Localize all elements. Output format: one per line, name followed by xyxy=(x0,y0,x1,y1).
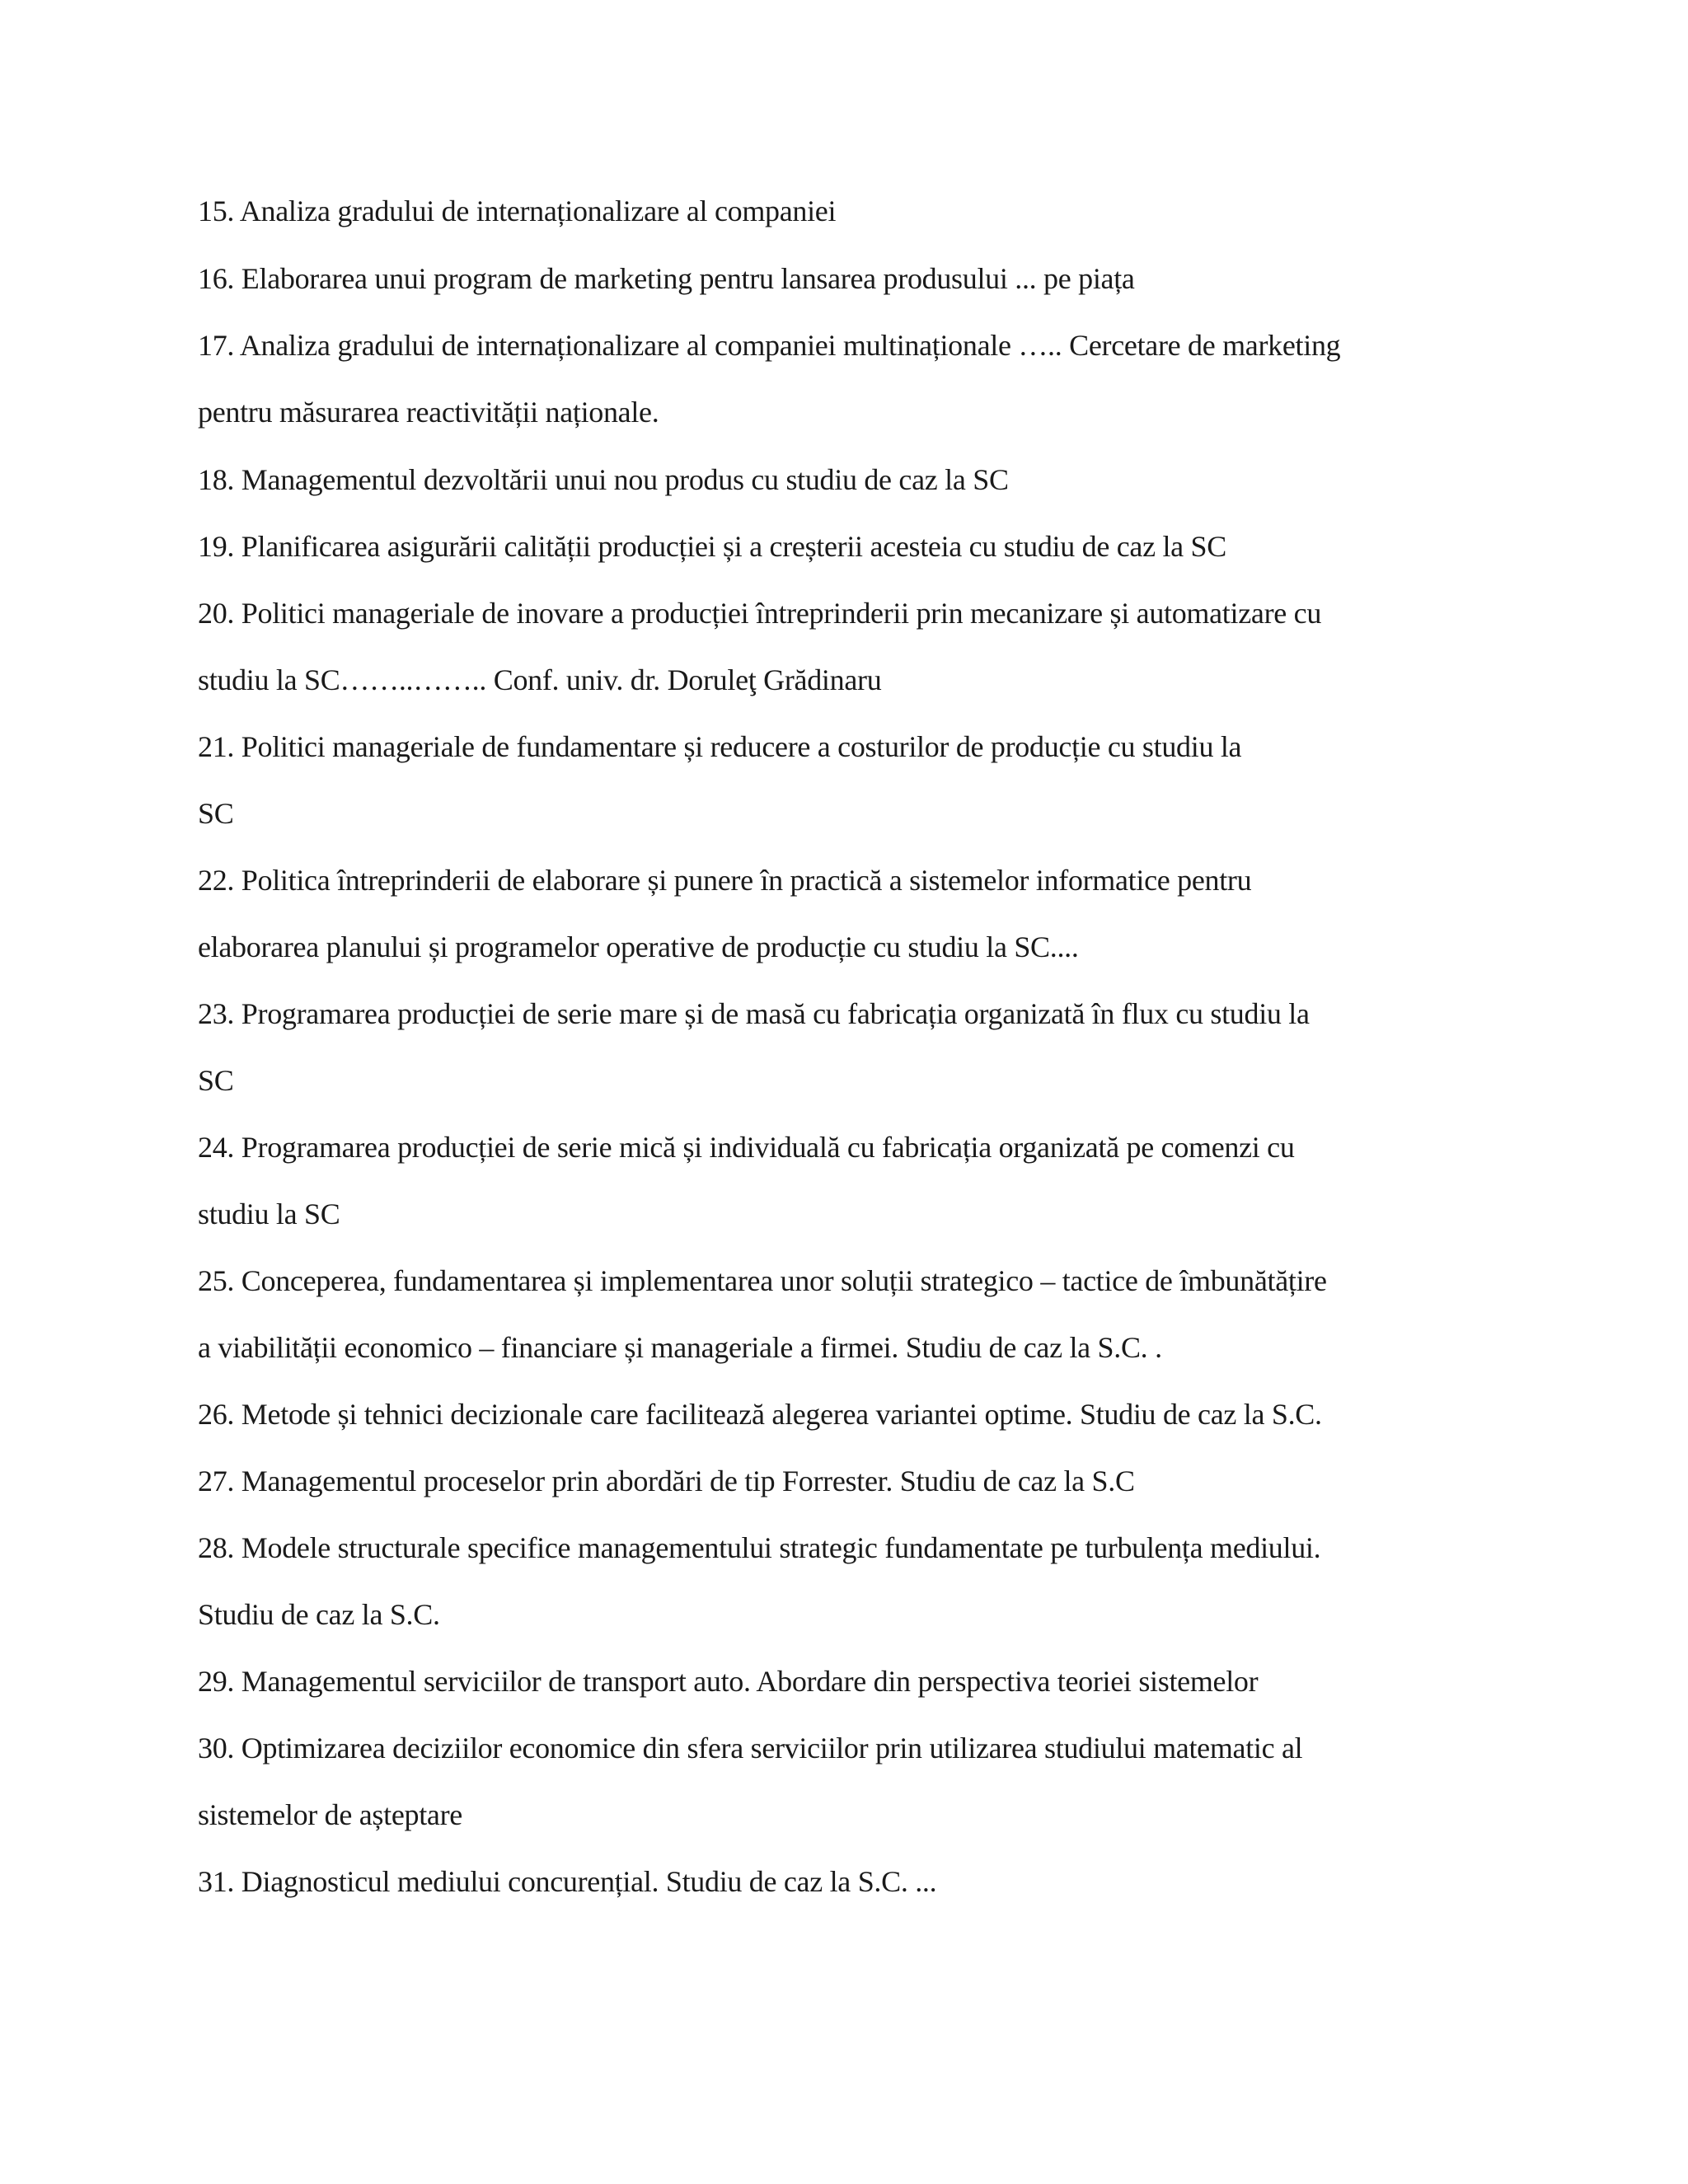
text-line-item-23: 23. Programarea producției de serie mare și de masă cu fabricația organizată în flux cu studiu la xyxy=(198,997,1310,1030)
text-line-item-27: 27. Managementul proceselor prin abordări de tip Forrester. Studiu de caz la S.C xyxy=(198,1465,1135,1497)
text-line-item-15: 15. Analiza gradului de internaționalizare al companiei xyxy=(198,194,837,227)
text-line-item-17: 17. Analiza gradului de internaționalizare al companiei multinaționale ….. Cercetare de marketing xyxy=(198,329,1341,362)
text-line-item-29: 29. Managementul serviciilor de transport auto. Abordare din perspectiva teoriei sistemelor xyxy=(198,1665,1259,1698)
text-line-item-28-cont: Studiu de caz la S.C. xyxy=(198,1598,440,1631)
text-line-item-22-cont: elaborarea planului și programelor operative de producție cu studiu la SC.... xyxy=(198,930,1079,963)
text-line-item-25: 25. Conceperea, fundamentarea și implementarea unor soluții strategico – tactice de îmbunătățire xyxy=(198,1264,1327,1297)
text-line-item-31: 31. Diagnosticul mediului concurențial. Studiu de caz la S.C. ... xyxy=(198,1865,937,1898)
text-line-item-24: 24. Programarea producției de serie mică și individuală cu fabricația organizată pe comenzi cu xyxy=(198,1131,1295,1164)
text-line-item-23-cont: SC xyxy=(198,1064,234,1097)
text-line-item-22: 22. Politica întreprinderii de elaborare și punere în practică a sistemelor informatice pentru xyxy=(198,864,1252,897)
text-line-item-25-cont: a viabilității economico – financiare și manageriale a firmei. Studiu de caz la S.C. . xyxy=(198,1331,1162,1364)
text-line-item-26: 26. Metode și tehnici decizionale care facilitează alegerea variantei optime. Studiu de caz la S.C. xyxy=(198,1398,1322,1431)
text-line-item-17-cont: pentru măsurarea reactivității naționale. xyxy=(198,396,659,429)
text-line-item-28: 28. Modele structurale specifice managementului strategic fundamentate pe turbulența mediului. xyxy=(198,1531,1321,1564)
text-line-item-21: 21. Politici manageriale de fundamentare și reducere a costurilor de producție cu studiu la xyxy=(198,730,1242,763)
text-line-item-18: 18. Managementul dezvoltării unui nou produs cu studiu de caz la SC xyxy=(198,463,1009,496)
text-line-item-24-cont: studiu la SC xyxy=(198,1197,340,1230)
text-line-item-16: 16. Elaborarea unui program de marketing pentru lansarea produsului ... pe piața xyxy=(198,262,1135,295)
text-line-item-19: 19. Planificarea asigurării calității producției și a creșterii acesteia cu studiu de caz la SC xyxy=(198,530,1226,563)
text-line-item-20: 20. Politici manageriale de inovare a producției întreprinderii prin mecanizare și automatizare cu xyxy=(198,597,1322,630)
text-line-item-20-cont: studiu la SC……..…….. Conf. univ. dr. Doruleţ Grădinaru xyxy=(198,663,882,696)
text-line-item-30: 30. Optimizarea deciziilor economice din sfera serviciilor prin utilizarea studiului matematic al xyxy=(198,1732,1303,1765)
text-line-item-30-cont: sistemelor de așteptare xyxy=(198,1798,462,1831)
text-line-item-21-cont: SC xyxy=(198,797,234,830)
